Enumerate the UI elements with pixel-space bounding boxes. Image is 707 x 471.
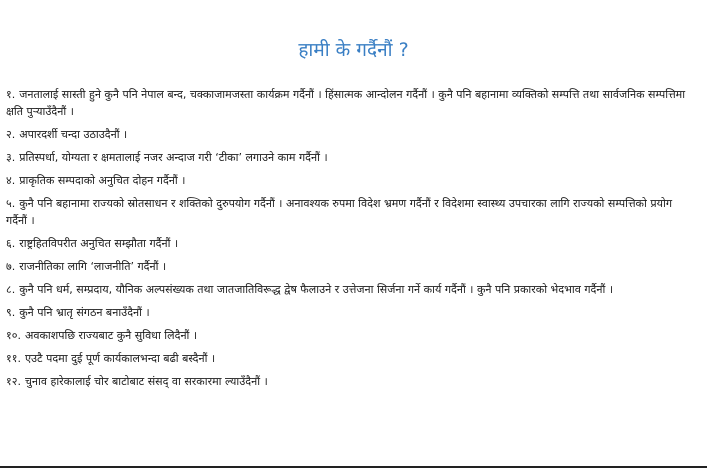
item-number: ८. — [6, 283, 16, 296]
item-text: कुनै पनि धर्म, सम्प्रदाय, यौनिक अल्पसंख्यक तथा जातजातिविरूद्ध द्वेष फैलाउने र उत्तेजना सिर्जना गर्ने कार्य गर्दैनौं । कुनै पनि प्रकारको भेदभाव गर्दैनौं । — [19, 283, 613, 296]
item-text: प्रतिस्पर्धा, योग्यता र क्षमतालाई नजर अन्दाज गरी ‘टीका’ लगाउने काम गर्दैनौं । — [19, 151, 328, 164]
item-number: ६. — [6, 237, 16, 250]
list-item — [6, 373, 696, 390]
item-text: जनतालाई सास्ती हुने कुनै पनि नेपाल बन्द, चक्काजामजस्ता कार्यक्रम गर्दैनौं । हिंसात्मक आन्दोलन गर्दैनौं । कुनै पनि बहानामा व्यक्तिको सम्पत्ति तथा सार्वजनिक सम्पत्तिमा क्षति पुर्‍याउँदैनौं । — [6, 88, 686, 118]
item-text: राजनीतिका लागि ‘लाजनीति’ गर्दैनौं । — [19, 260, 167, 273]
list-item — [6, 235, 696, 252]
item-number: ९. — [6, 306, 16, 319]
page-title: हामी के गर्दैनौं ? — [298, 39, 409, 61]
list-item — [6, 281, 696, 298]
list-item — [6, 327, 696, 344]
item-text: एउटै पदमा दुई पूर्ण कार्यकालभन्दा बढी बस्दैनौं । — [24, 352, 216, 365]
list-item — [6, 172, 696, 189]
item-number: ३. — [6, 151, 16, 164]
item-number: ७. — [6, 260, 16, 273]
item-number: ११. — [6, 352, 21, 365]
item-number: १. — [6, 88, 16, 101]
list-item — [6, 304, 696, 321]
item-number: २. — [6, 128, 16, 141]
item-number: ५. — [6, 197, 16, 210]
item-text: राष्ट्रहितविपरीत अनुचित सम्झौता गर्दैनौं । — [19, 237, 179, 250]
bottom-divider — [0, 466, 707, 468]
item-text: चुनाव हारेकालाई चोर बाटोबाट संसद् वा सरकारमा ल्याउँदैनौं । — [24, 375, 268, 388]
item-text: कुनै पनि बहानामा राज्यको स्रोतसाधन र शक्तिको दुरुपयोग गर्दैनौं । अनावश्यक रुपमा विदेश भ्रमण गर्दैनौं र विदेशमा स्वास्थ्य उपचारका लागि राज्यको सम्पत्तिको प्रयोग गर्दैनौं । — [6, 197, 673, 227]
item-number: १२. — [6, 375, 21, 388]
item-text: कुनै पनि भ्रातृ संगठन बनाउँदैनौं । — [19, 306, 150, 319]
list-item — [6, 258, 696, 275]
item-number: ४. — [6, 174, 16, 187]
item-number: १०. — [6, 329, 21, 342]
list-item — [6, 126, 696, 143]
pledge-list — [6, 86, 696, 396]
list-item — [6, 149, 696, 166]
item-text: अपारदर्शी चन्दा उठाउदैनौं । — [19, 128, 128, 141]
item-text: प्राकृतिक सम्पदाको अनुचित दोहन गर्दैनौं । — [19, 174, 186, 187]
list-item — [6, 350, 696, 367]
item-text: अवकाशपछि राज्यबाट कुनै सुविधा लिदैनौं । — [24, 329, 198, 342]
list-item — [6, 86, 696, 120]
list-item — [6, 195, 696, 229]
